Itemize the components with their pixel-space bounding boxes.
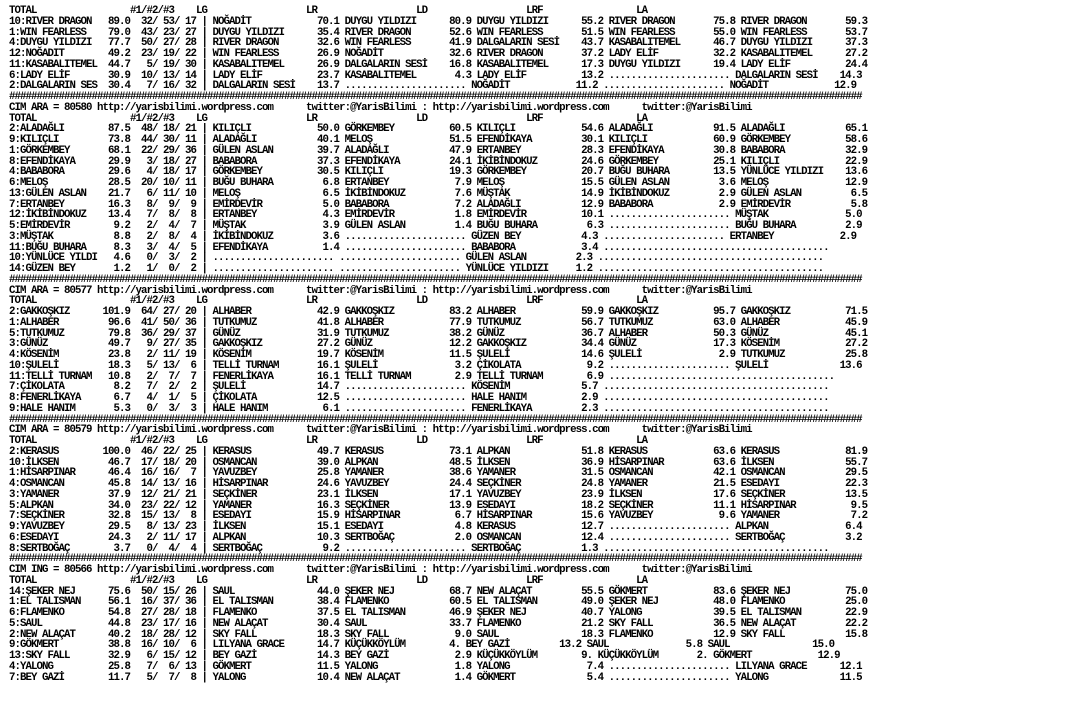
text-line: 1:GÖRKEMBEY 68.1 22/ 29/ 36 | GÜLEN ASLAN 39.7 ALADAĞLI 47.9 ERTANBEY 28.3 EFENDİKAYA 30.8 BABABORA 32.9 (9, 144, 868, 157)
text-line: 11:BUĞU BUHARA 8.3 3/ 4/ 5 | EFENDİKAYA 1.4 ...................... BABABORA 3.4 ......................................... (9, 241, 829, 254)
text-line: 12:NOĞADIT 49.2 23/ 19/ 22 | WIN FEARLESS 26.9 NOĞADİT 32.6 RIVER DRAGON 37.2 LADY ELİF 32.2 KASABALITEMEL 27.2 (9, 48, 868, 60)
text-line: TOTAL #1/#2/#3 LG LR LD LRF LA (9, 295, 648, 308)
text-line: 8:FENERLİKAYA 6.7 4/ 1/ 5 | ÇİKOLATA 12.5 ...................... HALE HANIM 2.9 ......................................... (9, 392, 829, 404)
text-line: 5:SAUL 44.8 23/ 17/ 16 | NEW ALAÇAT 30.4 SAUL 33.7 FLAMENKO 21.2 SKY FALL 36.5 NEW ALAÇAT 22.2 (9, 617, 868, 630)
text-line: 2:NEW ALAÇAT 40.2 18/ 28/ 12 | SKY FALL 18.3 SKY FALL 9.0 SAUL 18.3 FLAMENKO 12.9 SKY FALL 15.8 (9, 628, 868, 641)
text-line: 12:İKİBİNDOKUZ 13.4 7/ 8/ 8 | ERTANBEY 4.3 EMİRDEVİR 1.8 EMİRDEVİR 10.1 ...................... MÜŞTAK 5.0 (9, 209, 862, 222)
text-line: 2:GAKKOŞKIZ 101.9 64/ 27/ 20 | ALHABER 42.9 GAKKOŞKIZ 83.2 ALHABER 59.9 GAKKOŞKIZ 95.7 GAKKOŞKIZ 71.5 (9, 306, 868, 318)
text-line: 8:SERTBOĞAÇ 3.7 0/ 4/ 4 | SERTBOĞAÇ 9.2 ...................... SERTBOĞAÇ 1.3 ......................................... (9, 542, 829, 555)
text-line: 7:SEÇKİNER 32.8 15/ 13/ 8 | ESEDAYI 15.9 HİSARPINAR 6.7 HİSARPINAR 15.6 YAVUZBEY 9.6 YAMANER 7.2 (9, 510, 868, 523)
text-line: TOTAL #1/#2/#3 LG LR LD LRF LA (9, 112, 648, 125)
text-line: 9:KILIÇLI 73.8 44/ 30/ 11 | ALADAĞLI 40.1 MELOŞ 51.5 EFENDİKAYA 30.1 KILIÇLI 60.9 GÖRKEMBEY 58.6 (9, 134, 868, 146)
text-line: 14:ŞEKER NEJ 75.6 50/ 15/ 26 | SAUL 44.0 ŞEKER NEJ 68.7 NEW ALAÇAT 55.5 GÖKMERT 83.6 ŞEKER NEJ 75.0 (9, 585, 868, 598)
text-line: 3:MÜŞTAK 8.8 2/ 8/ 4 | İKİBİNDOKUZ 3.6 ...................... GÜZEN BEY 4.3 ...................... ERTANBEY 2.9 (9, 230, 857, 243)
text-line: 6:ESEDAYI 24.3 2/ 11/ 17 | ALPKAN 10.3 SERTBOĞAÇ 2.0 OSMANCAN 12.4 ...................... SERTBOĞAÇ 3.2 (9, 531, 862, 544)
text-line: 6:FLAMENKO 54.8 27/ 28/ 18 | FLAMENKO 37.5 EL TALISMAN 46.9 ŞEKER NEJ 40.7 YALONG 39.5 EL TALISMAN 22.9 (9, 607, 868, 619)
text-line: 10:RIVER DRAGON 89.0 32/ 53/ 17 | NOĞADİT 70.1 DUYGU YILDIZI 80.9 DUYGU YILDIZI 55.2 RIVER DRAGON 75.8 RIVER DRAGON 59.3 (9, 15, 868, 28)
text-line: 8:EFENDİKAYA 29.9 3/ 18/ 27 | BABABORA 37.3 EFENDİKAYA 24.1 İKİBİNDOKUZ 24.6 GÖRKEMBEY 25.1 KILIÇLI 22.9 (9, 155, 868, 168)
text-line: TOTAL #1/#2/#3 LG LR LD LRF LA (9, 5, 648, 17)
text-line: 1:WIN FEARLESS 79.0 43/ 23/ 27 | DUYGU YILDIZI 35.4 RIVER DRAGON 52.6 WIN FEARLESS 51.5 WIN FEARLESS 55.0 WIN FEARLESS 53.7 (9, 26, 868, 39)
text-line: 10:İLKSEN 46.7 17/ 18/ 20 | OSMANCAN 39.0 ALPKAN 48.5 İLKSEN 36.9 HİSARPINAR 63.6 İLKSEN 55.7 (9, 456, 868, 469)
text-line: 10:ŞULELİ 18.3 5/ 13/ 6 | TELLİ TURNAM 16.1 ŞULELİ 3.2 ÇİKOLATA 9.2 ...................... ŞULELİ 13.6 (9, 359, 862, 372)
text-line: 7:ERTANBEY 16.3 8/ 9/ 9 | EMİRDEVİR 5.0 BABABORA 7.2 ALADAĞLI 12.9 BABABORA 2.9 EMİRDEVİR 5.8 (9, 198, 868, 211)
text-line: 11:TELLİ TURNAM 10.8 2/ 7/ 7 | FENERLİKAYA 16.1 TELLİ TURNAM 2.9 TELLİ TURNAM 6.9 ......................................... (9, 370, 835, 383)
text-line: 5:TUTKUMUZ 79.8 36/ 29/ 37 | GÜNÜZ 31.9 TUTKUMUZ 38.2 GÜNÜZ 36.7 ALHABER 50.3 GÜNÜZ 45.1 (9, 327, 868, 340)
text-line: 3:GÜNÜZ 49.7 9/ 27/ 35 | GAKKOŞKIZ 27.2 GÜNÜZ 12.2 GAKKOŞKIZ 34.4 GÜNÜZ 17.3 KÖSENİM 27.2 (9, 338, 868, 351)
text-line: 11:KASABALITEMEL 44.7 5/ 19/ 30 | KASABALITEMEL 26.9 DALGALARIN SESİ 16.8 KASABALITEMEL 17.3 DUYGU YILDIZI 19.4 LADY ELİF 24.4 (9, 58, 868, 71)
text-line: 2:DALGALARIN SES 30.4 7/ 16/ 32 | DALGALARIN SESİ 13.7 ...................... NOĞADİT 11.2 ...................... NOĞADİT 12.9 (9, 80, 857, 93)
text-line: ########################################################################################################################################################### (9, 91, 862, 103)
text-line: 9:YAVUZBEY 29.5 8/ 13/ 23 | İLKSEN 15.1 ESEDAYI 4.8 KERASUS 12.7 ...................... ALPKAN 6.4 (9, 521, 862, 533)
text-line: 9:GÖKMERT 38.8 16/ 10/ 6 | LILYANA GRACE 14.7 KÜÇÜKKÖYLÜM 4. BEY GAZİ 13.2 SAUL 5.8 SAUL 15.0 (9, 639, 835, 652)
text-line: 9:HALE HANIM 5.3 0/ 3/ 3 | HALE HANIM 6.1 ...................... FENERLİKAYA 2.3 ......................................... (9, 402, 829, 415)
text-line: TOTAL #1/#2/#3 LG LR LD LRF LA (9, 435, 648, 447)
text-line: ########################################################################################################################################################### (9, 413, 862, 426)
text-line: 4:OSMANCAN 45.8 14/ 13/ 16 | HİSARPINAR 24.6 YAVUZBEY 24.4 SEÇKİNER 24.8 YAMANER 21.5 ESEDAYI 22.3 (9, 478, 868, 490)
text-line: 2:ALADAĞLI 87.5 48/ 18/ 21 | KILIÇLI 50.0 GÖRKEMBEY 60.5 KILIÇLI 54.6 ALADAĞLI 91.5 ALADAĞLI 65.1 (9, 123, 868, 136)
text-line: ########################################################################################################################################################### (9, 553, 862, 566)
text-line: 6:MELOŞ 28.5 20/ 10/ 11 | BUĞU BUHARA 6.8 ERTANBEY 7.9 MELOŞ 15.5 GÜLEN ASLAN 3.6 MELOŞ 12.9 (9, 177, 868, 189)
text-line: 3:YAMANER 37.9 12/ 21/ 21 | SEÇKİNER 23.1 İLKSEN 17.1 YAVUZBEY 23.9 İLKSEN 17.6 SEÇKİNER 13.5 (9, 488, 868, 501)
text-line: 4:DUYGU YILDIZI 77.7 50/ 27/ 28 | RIVER DRAGON 32.6 WIN FEARLESS 41.9 DALGALARIN SESİ 43.7 KASABALITEMEL 46.7 DUYGU YILDIZI 37.3 (9, 37, 868, 50)
text-line: CIM ARA = 80580 http://yarisbilimi.wordpress.com twitter:@YarisBilimi : http://yarisbilimi.wordpress.com twitter:@YarisBilimi (9, 101, 752, 114)
text-line: CIM ING = 80566 http://yarisbilimi.wordpress.com twitter:@YarisBilimi : http://yarisbilimi.wordpress.com twitter:@YarisBilimi (9, 564, 752, 576)
text-line: 7:ÇİKOLATA 8.2 7/ 2/ 2 | ŞULELİ 14.7 ...................... KÖSENİM 5.7 ......................................... (9, 381, 829, 394)
text-line: 1:ALHABER 96.6 41/ 50/ 36 | TUTKUMUZ 41.8 ALHABER 77.9 TUTKUMUZ 56.7 TUTKUMUZ 63.0 ALHABER 45.9 (9, 316, 868, 329)
text-line: 5:ALPKAN 34.0 23/ 22/ 12 | YAMANER 16.3 SEÇKİNER 13.9 ESEDAYI 18.2 SEÇKİNER 11.1 HİSARPINAR 9.5 (9, 499, 868, 512)
text-line: 7:BEY GAZİ 11.7 5/ 7/ 8 | YALONG 10.4 NEW ALAÇAT 1.4 GÖKMERT 5.4 ...................... YALONG 11.5 (9, 671, 862, 684)
text-line: 4:KÖSENİM 23.8 2/ 11/ 19 | KÖSENİM 19.7 KÖSENİM 11.5 ŞULELİ 14.6 ŞULELİ 2.9 TUTKUMUZ 25.8 (9, 349, 868, 361)
text-line: 13:SKY FALL 32.9 6/ 15/ 12 | BEY GAZİ 14.3 BEY GAZİ 2.9 KÜÇÜKKÖYLÜM 9. KÜÇÜKKÖYLÜM 2. GÖKMERT 12.9 (9, 650, 840, 662)
text-line: 6:LADY ELİF 30.9 10/ 13/ 14 | LADY ELİF 23.7 KASABALITEMEL 4.3 LADY ELİF 13.2 ...................... DALGALARIN SESİ 14.3 (9, 69, 862, 82)
text-line: 2:KERASUS 100.0 46/ 22/ 25 | KERASUS 49.7 KERASUS 73.1 ALPKAN 51.8 KERASUS 63.6 KERASUS 81.9 (9, 445, 868, 458)
text-line: 14:GÜZEN BEY 1.2 1/ 0/ 2 | ...................... ...................... YÜNLÜCE YILDIZI 1.2 ......................................... (9, 263, 824, 275)
text-line: 1:HİSARPINAR 46.4 16/ 16/ 7 | YAVUZBEY 25.8 YAMANER 38.6 YAMANER 31.5 OSMANCAN 42.1 OSMANCAN 29.5 (9, 467, 868, 480)
text-line: ########################################################################################################################################################### (9, 273, 862, 286)
text-line: CIM ARA = 80579 http://yarisbilimi.wordpress.com twitter:@YarisBilimi : http://yarisbilimi.wordpress.com twitter:@YarisBilimi (9, 424, 752, 437)
text-line: 4:BABABORA 29.6 4/ 18/ 17 | GÖRKEMBEY 30.5 KILIÇLI 19.3 GÖRKEMBEY 20.7 BUĞU BUHARA 13.5 YÜNLÜCE YILDIZI 13.6 (9, 166, 868, 179)
text-line: 1:EL TALISMAN 56.1 16/ 37/ 36 | EL TALISMAN 38.4 FLAMENKO 60.5 EL TALISMAN 49.0 ŞEKER NEJ 48.0 FLAMENKO 25.0 (9, 596, 868, 609)
text-line: TOTAL #1/#2/#3 LG LR LD LRF LA (9, 574, 648, 587)
text-line: CIM ARA = 80577 http://yarisbilimi.wordpress.com twitter:@YarisBilimi : http://yarisbilimi.wordpress.com twitter:@YarisBilimi (9, 284, 752, 297)
text-line: 10:YÜNLÜCE YILDI 4.6 0/ 3/ 2 | ...................... ...................... GÜLEN ASLAN 2.3 ......................................... (9, 252, 824, 265)
text-line: 13:GÜLEN ASLAN 21.7 6/ 11/ 10 | MELOŞ 6.5 İKİBİNDOKUZ 7.6 MÜŞTAK 14.9 İKİBİNDOKUZ 2.9 GÜLEN ASLAN 6.5 (9, 187, 868, 200)
text-line: 5:EMİRDEVİR 9.2 2/ 4/ 7 | MÜŞTAK 3.9 GÜLEN ASLAN 1.4 BUĞU BUHARA 6.3 ...................... BUĞU BUHARA 2.9 (9, 220, 862, 232)
text-line: 4:YALONG 25.8 7/ 6/ 13 | GÖKMERT 11.5 YALONG 1.8 YALONG 7.4 ...................... LILYANA GRACE 12.1 (9, 660, 862, 673)
